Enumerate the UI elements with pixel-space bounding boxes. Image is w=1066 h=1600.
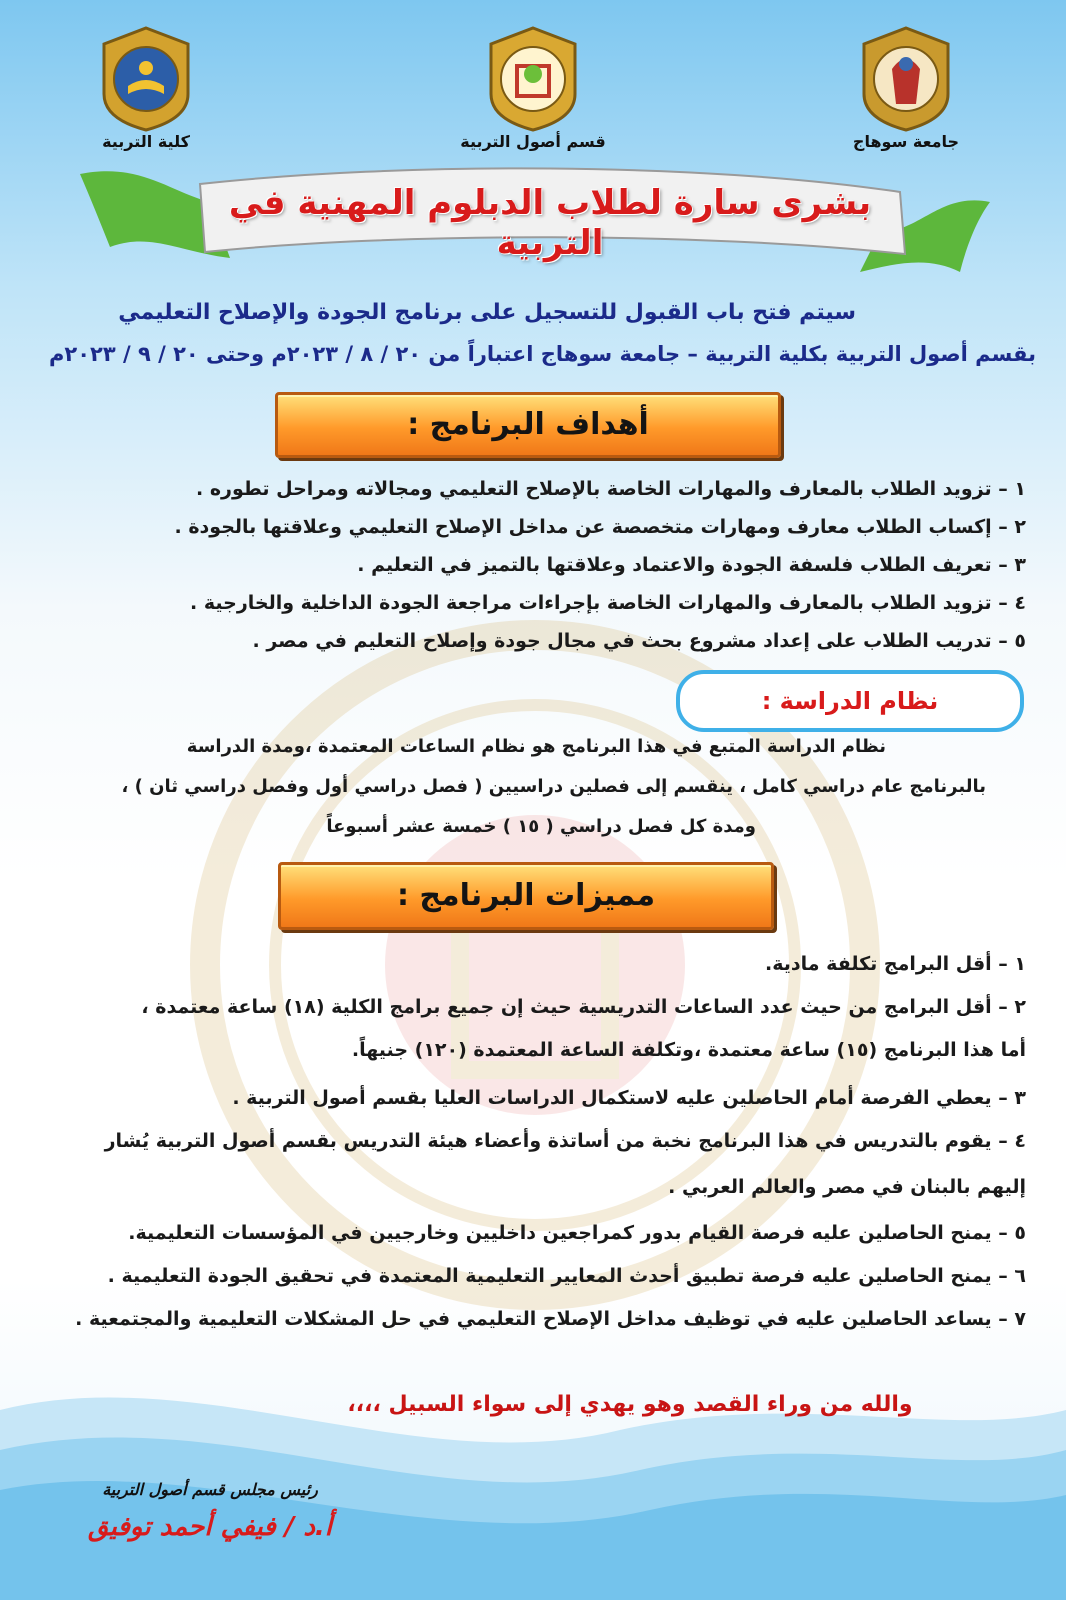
list-item: ١ – تزويد الطلاب بالمعارف والمهارات الخاصة بالإصلاح التعليمي ومجالاته ومراحل تطوره . [195, 478, 1026, 500]
list-item: ١ – أقل البرامج تكلفة مادية. [765, 953, 1026, 975]
university-label: جامعة سوهاج [852, 132, 960, 151]
list-item: ٤ – يقوم بالتدريس في هذا البرنامج نخبة من أساتذة وأعضاء هيئة التدريس بقسم أصول التربية يُشار [104, 1130, 1026, 1152]
closing-phrase: والله من وراء القصد وهو يهدي إلى سواء السبيل ،،،، [347, 1392, 913, 1417]
department-label: قسم أصول التربية [460, 132, 606, 151]
features-list [75, 948, 1026, 1346]
study-system-line-3: ومدة كل فصل دراسي ( ١٥ ) خمسة عشر أسبوعاً [326, 816, 756, 837]
objectives-heading: أهداف البرنامج : [275, 392, 781, 458]
list-item: ٢ – أقل البرامج من حيث عدد الساعات التدريسية حيث إن جميع برامج الكلية (١٨) ساعة معتمدة ، [141, 996, 1026, 1018]
page-title: بشرى سارة لطلاب الدبلوم المهنية في التربية [228, 183, 872, 263]
study-system-line-1: نظام الدراسة المتبع في هذا البرنامج هو نظام الساعات المعتمدة ،ومدة الدراسة [186, 736, 886, 757]
study-system-heading: نظام الدراسة : [676, 670, 1024, 732]
features-heading: مميزات البرنامج : [278, 862, 774, 930]
objectives-list [174, 470, 1026, 660]
list-item: ٣ – تعريف الطلاب فلسفة الجودة والاعتماد وعلاقتها بالتميز في التعليم . [357, 554, 1026, 576]
faculty-label: كلية التربية [102, 132, 190, 151]
department-seal-icon [483, 24, 583, 134]
intro-line-2: بقسم أصول التربية بكلية التربية – جامعة سوهاج اعتباراً من ٢٠ / ٨ / ٢٠٢٣م وحتى ٢٠ / ٩ / ٢٠٢٣م [48, 342, 1036, 366]
study-system-line-2: بالبرنامج عام دراسي كامل ، ينقسم إلى فصلين دراسيين ( فصل دراسي أول وفصل دراسي ثان ) ، [121, 776, 986, 797]
signature-name: أ.د / فيفي أحمد توفيق [87, 1512, 333, 1542]
list-item: ٥ – تدريب الطلاب على إعداد مشروع بحث في مجال جودة وإصلاح التعليم في مصر . [252, 630, 1026, 652]
list-item: ٢ – إكساب الطلاب معارف ومهارات متخصصة عن مداخل الإصلاح التعليمي وعلاقتها بالجودة . [174, 516, 1026, 538]
university-seal-icon [856, 24, 956, 134]
signature-title: رئيس مجلس قسم أصول التربية [102, 1480, 318, 1499]
department-logo [483, 24, 583, 134]
list-item: ٥ – يمنح الحاصلين عليه فرصة القيام بدور كمراجعين داخليين وخارجيين في المؤسسات التعليمية. [128, 1222, 1026, 1244]
university-logo [856, 24, 956, 134]
list-item: إليهم بالبنان في مصر والعالم العربي . [668, 1176, 1026, 1198]
intro-line-1: سيتم فتح باب القبول للتسجيل على برنامج الجودة والإصلاح التعليمي [118, 300, 856, 325]
list-item: ٦ – يمنح الحاصلين عليه فرصة تطبيق أحدث المعايير التعليمية المعتمدة في تحقيق الجودة التعليمية . [107, 1265, 1026, 1287]
list-item: ٧ – يساعد الحاصلين عليه في توظيف مداخل الإصلاح التعليمي في حل المشكلات التعليمية والمجتمعية . [75, 1308, 1026, 1330]
list-item: ٣ – يعطي الفرصة أمام الحاصلين عليه لاستكمال الدراسات العليا بقسم أصول التربية . [232, 1087, 1026, 1109]
faculty-seal-icon [96, 24, 196, 134]
faculty-logo [96, 24, 196, 134]
list-item: ٤ – تزويد الطلاب بالمعارف والمهارات الخاصة بإجراءات مراجعة الجودة الداخلية والخارجية . [190, 592, 1026, 614]
list-item: أما هذا البرنامج (١٥) ساعة معتمدة ،وتكلفة الساعة المعتمدة (١٢٠) جنيهاً. [351, 1039, 1026, 1061]
